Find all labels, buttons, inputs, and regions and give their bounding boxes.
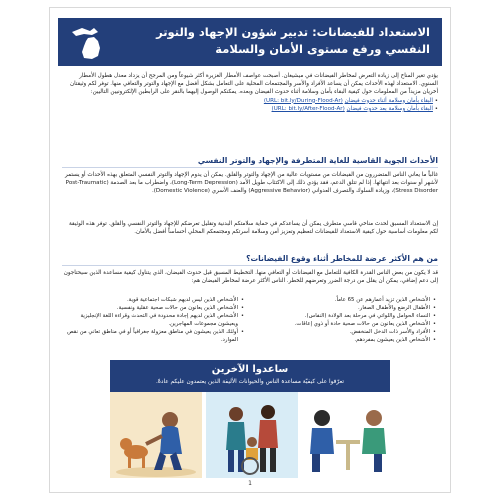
list-item: • أولئك الذين يعيشون في مناطق معزولة جغرافياً أو في مناطق تعاني من نقص الموارد.	[64, 328, 244, 344]
list-item: • الأطفال الرضع والأطفال الصغار.	[256, 304, 436, 312]
intro-text: يؤدي تغير المناخ إلى زيادة التعرض لمخاطر الفيضانات في ميشيغان. أصبحت عواصف الأمطار الغزيرة أكثر شيوعاً ومن المرجح أن يزداد معدل هطول الأمطار السنوي. الاستعداد لهذه الأحداث يمكن أن يساعد الأفراد والأسر والمجتمعات المحلية على التعامل بشكل أفضل مع الإجهاد والتوتر والتعافي منها. توفر لكم وثيقتان أخريان مزيداً من المعلومات حول كيفية البقاء بأمان وسلامة أثناء حدوث الفيضان وبعده. يمكنكم الوصول إليهما بالنقر على الرابطين الإلكترونيين التاليين:	[69, 73, 438, 96]
section-divider-2	[62, 265, 438, 266]
list-item: • الأشخاص الذين تزيد أعمارهم عن 65 عاماً.	[256, 296, 436, 304]
risk-list-right	[256, 296, 436, 344]
list-item: • الأشخاص الذين ليس لديهم شبكات اجتماعية قوية.	[64, 296, 244, 304]
list-item: • الأشخاص الذين يعانون من حالات صحية حادة أو ذوي إعاقات.	[256, 320, 436, 328]
intro-paragraph	[62, 72, 438, 113]
michigan-map-icon	[68, 24, 108, 62]
section1-paragraph-1: غالباً ما يعاني الناس المتضررون من الفيضانات من مستويات عالية من الإجهاد والتوتر والقلق. يمكن أن يدوم الإجهاد والتوتر النفسي المتعلق بهذه الأحداث أو يستمر لأشهر أو سنوات بعد انتهائها. إذا لم تتلق الدعم، فقد يؤدي ذلك إلى الاكتئاب طويل الأمد (Long-Term Depression)، واضطراب ما بعد الصدمة (Post-Traumatic Stress Disorder)، وزيادة السلوك والتصرف العدواني (Aggressive Behavior) والعنف الأسري (Domestic Violence).	[65, 172, 438, 195]
help-others-subtitle: تعرّفوا على كيفيّة مساعدة الناس والحيوانات الأليفة الذين يعتمدون عليكم عادةً.	[156, 379, 344, 385]
list-item: • النساء الحوامل واللواتي في مرحلة بعد الولادة (النفاس).	[256, 312, 436, 320]
family-illustration	[206, 392, 298, 478]
document-page	[50, 8, 450, 492]
section-heading-extreme-events: الأحداث الجوية القاسية للغاية المتطرفة والإجهاد والتوتر النفسي	[197, 156, 438, 165]
title-banner	[58, 18, 442, 66]
help-others-banner	[110, 360, 390, 392]
link-after-flood-url[interactable]: (URL: bit.ly/After-Flood-Ar)	[271, 105, 345, 112]
link-during-flood-url[interactable]: (URL: bit.ly/During-Flood-Ar)	[263, 97, 343, 104]
risk-list-left	[64, 296, 244, 344]
page-title: الاستعداد للفيضانات: تدبير شؤون الإجهاد والتوتر النفسي ورفع مستوى الأمان والسلامة	[156, 25, 430, 56]
link-after-flood[interactable]: • البقاء بأمان وسلامة بعد حدوث فيضان (URL: bit.ly/After-Flood-Ar)	[271, 105, 438, 112]
link-after-flood-label[interactable]: البقاء بأمان وسلامة بعد حدوث فيضان	[346, 105, 433, 112]
section2-paragraph: قد لا يكون من بعض الناس القدرة الكافية للتعامل مع الفيضانات أو التعافي منها. التخطيط المسبق قبل حدوث الفيضان، الذي يتناول كيفية مساعدة الذين سيحتاجون إلى دعم إضافي، يمكن أن يقلل من درجة الضرر وتعرضهم للخطر. الناس الأكثر عرضة لمخاطر الفيضان هم:	[63, 270, 438, 285]
list-item: • الأشخاص الذين يعانون من حالات صحية عقلية ونفسية.	[64, 304, 244, 312]
help-others-title: ساعدوا الآخرين	[211, 364, 289, 375]
list-item: • الأفراد والأسر ذات الدخل المنخفض.	[256, 328, 436, 336]
page-number: 1	[248, 480, 252, 487]
list-item: • الأشخاص الذين لديهم إجادة محدودة في التحدث وقراءة اللغة الإنجليزية ويعيشون مجموعات المهاجرين.	[64, 312, 244, 328]
section-heading-risk-groups: من هم الأكثر عرضة للمخاطر أثناء وقوع الفيضانات؟	[246, 254, 438, 263]
list-item: • الأشخاص الذين يعيشون بمفردهم.	[256, 336, 436, 344]
conversation-illustration	[302, 392, 394, 478]
section1-paragraph-2: إن الاستعداد المسبق لحدث مناخي قاسي متطرف يمكن أن يساعدكم في حماية سلامتكم البدنية وتقليل تعرضكم للإجهاد والتوتر النفسي والقلق. توفر هذه الوثيقة لكم معلومات أساسية حول كيفية الاستعداد للفيضانات لتعظيم وتعزيز أمن وسلامة أسرتكم ومجتمعكم المحلي أحساساً أفضل بالأمان.	[69, 221, 438, 236]
man-with-dog-illustration	[110, 392, 202, 478]
section-divider	[62, 167, 438, 168]
link-during-flood-label[interactable]: البقاء بأمان وسلامة أثناء حدوث فيضان	[344, 97, 433, 104]
link-during-flood[interactable]: • البقاء بأمان وسلامة أثناء حدوث فيضان (URL: bit.ly/During-Flood-Ar)	[263, 97, 438, 104]
